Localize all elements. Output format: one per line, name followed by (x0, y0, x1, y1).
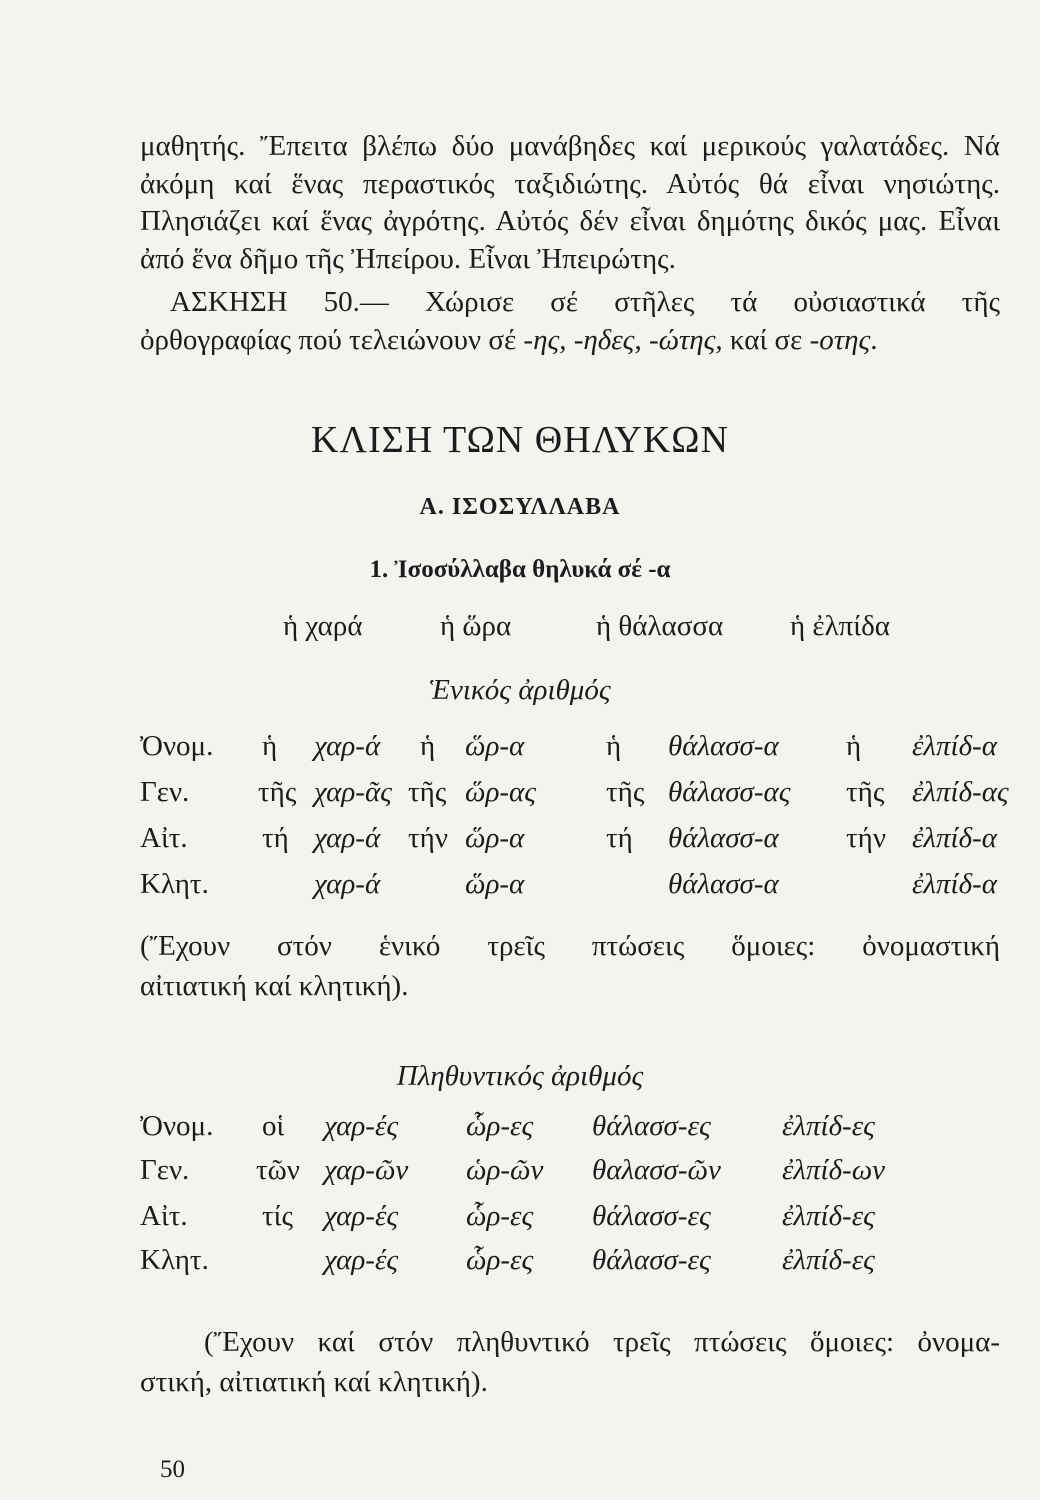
case-label: Αἰτ. (140, 1200, 188, 1232)
exercise-text: , καί σε (715, 323, 810, 356)
note-line: (Ἔχουν στόν ἑνικό τρεῖς πτώσεις ὅμοιες: ὀνομαστική (140, 930, 1000, 962)
exercise-text: . (870, 323, 878, 356)
base-word: ἡ ὥρα (440, 610, 512, 642)
word-form: θάλασσ-ες (592, 1200, 711, 1232)
article: τήν (846, 822, 886, 854)
intro-line: ἀκόμη καί ἕνας περαστικός ταξιδιώτης. Αὐτός θά εἶναι νησιώτης. (140, 167, 1000, 200)
section-title: Α. ΙΣΟΣΥΛΛΑΒΑ (419, 494, 621, 520)
word-form: χαρ-ᾶς (314, 776, 392, 808)
article: τήν (408, 822, 448, 854)
case-label: Γεν. (140, 1154, 190, 1186)
word-form: ἐλπίδ-α (912, 868, 997, 900)
article: τῆς (846, 776, 885, 808)
exercise-50 (140, 284, 1000, 359)
article: τῶν (256, 1154, 300, 1186)
word-form: ὡρ-ῶν (466, 1154, 544, 1186)
case-label: Κλητ. (140, 868, 209, 900)
subsection-title: 1. Ἰσοσύλλαβα θηλυκά σέ -α (369, 556, 671, 583)
declension-row (0, 1110, 1040, 1150)
base-word: ἡ θάλασσα (596, 610, 724, 642)
word-form: χαρ-ές (324, 1200, 399, 1232)
word-form: χαρ-ές (324, 1244, 399, 1276)
word-form: ἐλπίδ-ας (912, 776, 1009, 808)
word-form: θάλασσ-ες (592, 1244, 711, 1276)
intro-line: ἀπό ἕνα δῆμο τῆς Ἠπείρου. Εἶναι Ἠπειρώτης. (140, 242, 676, 275)
article: τῆς (606, 776, 645, 808)
word-form: ἐλπίδ-ες (782, 1200, 875, 1232)
singular-note (140, 926, 1000, 1006)
word-form: ὧρ-ες (466, 1110, 534, 1142)
page-number: 50 (160, 1456, 185, 1483)
note-line: αἰτιατική καί κλητική). (140, 970, 409, 1002)
word-form: ὥρ-α (465, 868, 525, 900)
word-form: ὥρ-ας (465, 776, 537, 808)
case-label: Ὀνομ. (140, 1110, 214, 1142)
word-form: θάλασσ-α (668, 868, 779, 900)
word-form: ἐλπίδ-α (912, 730, 997, 762)
article: τίς (262, 1200, 293, 1232)
word-form: ἐλπίδ-α (912, 822, 997, 854)
declension-row (0, 730, 1040, 770)
note-line: (Ἔχουν καί στόν πληθυντικό τρεῖς πτώσεις ὅμοιες: ὀνομα- (204, 1326, 1000, 1358)
article: ἡ (262, 730, 278, 762)
case-label: Κλητ. (140, 1244, 209, 1276)
word-form: ὥρ-α (465, 822, 525, 854)
word-form: χαρ-ῶν (324, 1154, 409, 1186)
intro-paragraph (140, 128, 1000, 278)
article: ἡ (420, 730, 436, 762)
word-form: θάλασσ-α (668, 730, 779, 762)
word-form: ὧρ-ες (466, 1244, 534, 1276)
suffix: -ώτης (648, 323, 716, 356)
declension-row (0, 822, 1040, 862)
article: οἱ (262, 1110, 285, 1142)
article: ἡ (606, 730, 622, 762)
declension-row (0, 776, 1040, 816)
word-form: θάλασσ-α (668, 822, 779, 854)
chapter-title: ΚΛΙΣΗ ΤΩΝ ΘΗΛΥΚΩΝ (311, 419, 729, 461)
article: τή (606, 822, 633, 854)
word-form: ὥρ-α (465, 730, 525, 762)
suffix: -ηδες (573, 323, 635, 356)
case-label: Γεν. (140, 776, 190, 808)
word-form: ἐλπίδ-ων (782, 1154, 886, 1186)
declension-row (0, 1154, 1040, 1194)
intro-line: Πλησιάζει καί ἕνας ἀγρότης. Αὐτός δέν εἶναι δημότης δικός μας. Εἶναι (140, 205, 1000, 237)
article: ἡ (846, 730, 862, 762)
base-word: ἡ χαρά (283, 610, 363, 642)
declension-row (0, 868, 1040, 908)
base-word: ἡ ἐλπίδα (790, 610, 890, 642)
word-form: θάλασσ-ας (668, 776, 791, 808)
suffix: -ης (523, 323, 560, 356)
exercise-line: ὀρθογραφίας πού τελειώνουν σέ -ης, -ηδες, -ώτης, καί σε -οτης. (140, 323, 878, 356)
word-form: ἐλπίδ-ες (782, 1244, 875, 1276)
word-form: χαρ-ά (314, 730, 381, 762)
singular-title: Ἑνικός ἀριθμός (429, 674, 611, 706)
case-label: Αἰτ. (140, 822, 188, 854)
intro-line: μαθητής. Ἔπειτα βλέπω δύο μανάβηδες καί μερικούς γαλατάδες. Νά (140, 130, 1000, 162)
declension-row (0, 1200, 1040, 1240)
declension-row (0, 1244, 1040, 1284)
word-form: θάλασσ-ες (592, 1110, 711, 1142)
word-form: χαρ-ά (314, 822, 381, 854)
suffix: -οτης (809, 323, 871, 356)
word-form: ὧρ-ες (466, 1200, 534, 1232)
article: τή (262, 822, 289, 854)
exercise-line: ΑΣΚΗΣΗ 50.— Χώρισε σέ στῆλες τά οὐσιαστικά τῆς (170, 286, 1000, 318)
word-form: χαρ-ά (314, 868, 381, 900)
word-form: ἐλπίδ-ες (782, 1110, 875, 1142)
plural-note (140, 1322, 1000, 1402)
plural-title: Πληθυντικός ἀριθμός (396, 1060, 644, 1092)
word-form: θαλασσ-ῶν (592, 1154, 721, 1186)
exercise-text: ὀρθογραφίας πού τελειώνουν σέ (140, 323, 524, 356)
word-form: χαρ-ές (324, 1110, 399, 1142)
article: τῆς (408, 776, 447, 808)
note-line: στική, αἰτιατική καί κλητική). (140, 1366, 488, 1398)
article: τῆς (258, 776, 297, 808)
case-label: Ὀνομ. (140, 730, 214, 762)
